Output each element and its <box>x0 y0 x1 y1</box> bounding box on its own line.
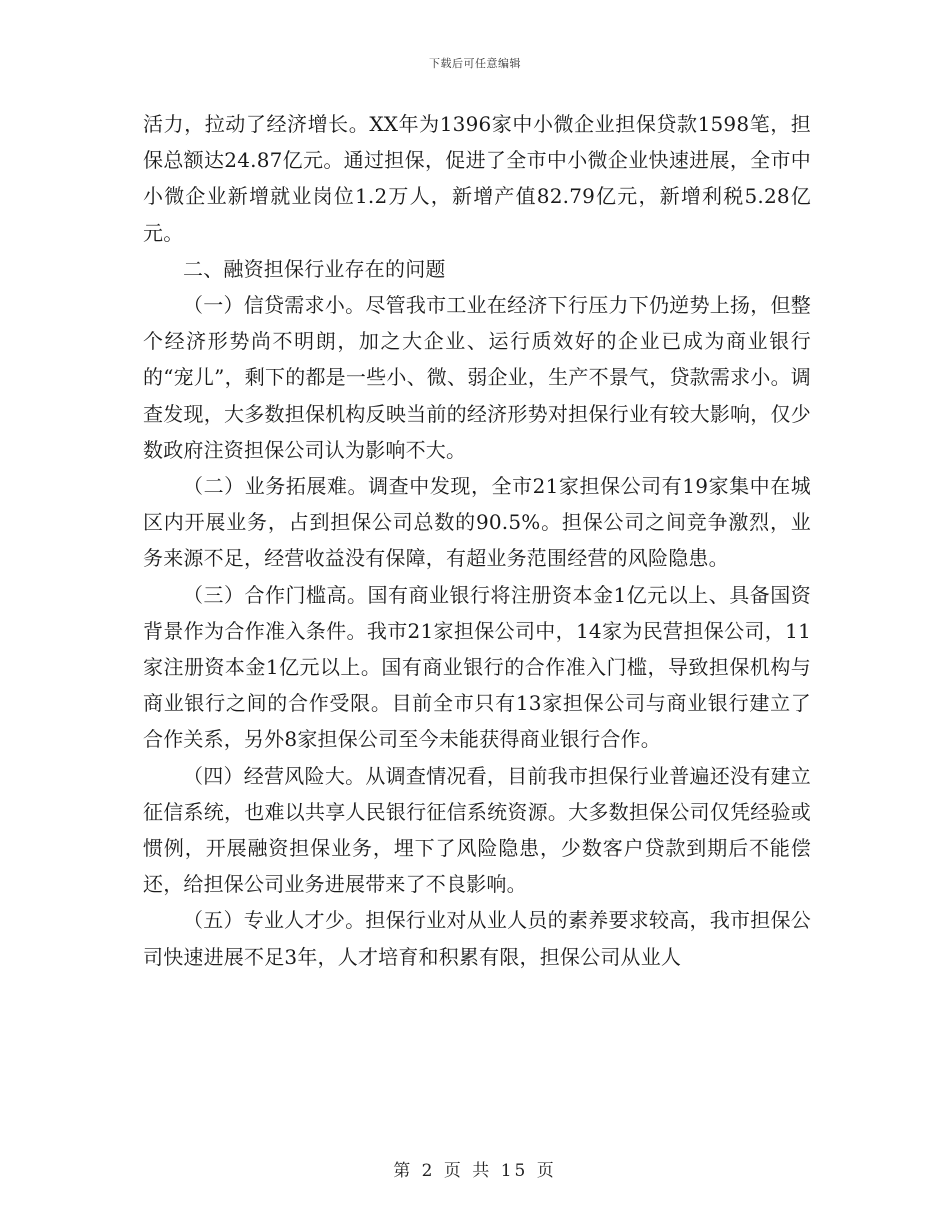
paragraph-credit-demand: （一）信贷需求小。尽管我市工业在经济下行压力下仍逆势上扬，但整个经济形势尚不明朗，加之大企业、运行质效好的企业已成为商业银行的“宠儿”，剩下的都是一些小、微、弱企业，生产不景气，贷款需求小。调查发现，大多数担保机构反映当前的经济形势对担保行业有较大影响，仅少数政府注资担保公司认为影响不大。 <box>143 293 811 462</box>
section-heading: 二、融资担保行业存在的问题 <box>183 256 446 281</box>
page-number-footer: 第 2 页 共 15 页 <box>393 1161 557 1181</box>
paragraph-business-expansion: （二）业务拓展难。调查中发现，全市21家担保公司有19家集中在城区内开展业务，占到担保公司总数的90.5%。担保公司之间竞争激烈，业务来源不足，经营收益没有保障，有超业务范围经营的风险隐患。 <box>143 474 811 571</box>
paragraph-cooperation-threshold: （三）合作门槛高。国有商业银行将注册资本金1亿元以上、具备国资背景作为合作准入条件。我市21家担保公司中，14家为民营担保公司，11家注册资本金1亿元以上。国有商业银行的合作准入门槛，导致担保机构与商业银行之间的合作受限。目前全市只有13家担保公司与商业银行建立了合作关系，另外8家担保公司至今未能获得商业银行合作。 <box>143 582 811 752</box>
paragraph-talent-shortage: （五）专业人才少。担保行业对从业人员的素养要求较高，我市担保公司快速进展不足3年，人才培育和积累有限，担保公司从业人 <box>143 908 811 969</box>
document-body <box>143 106 811 975</box>
paragraph-operating-risk: （四）经营风险大。从调查情况看，目前我市担保行业普遍还没有建立征信系统，也难以共享人民银行征信系统资源。大多数担保公司仅凭经验或惯例，开展融资担保业务，埋下了风险隐患，少数客户贷款到期后不能偿还，给担保公司业务进展带来了不良影响。 <box>143 763 811 897</box>
page-header: 下载后可任意编辑 <box>429 57 521 70</box>
paragraph-intro-continuation: 活力，拉动了经济增长。XX年为1396家中小微企业担保贷款1598笔，担保总额达24.87亿元。通过担保，促进了全市中小微企业快速进展，全市中小微企业新增就业岗位1.2万人，新增产值82.79亿元，新增利税5.28亿元。 <box>143 112 811 245</box>
